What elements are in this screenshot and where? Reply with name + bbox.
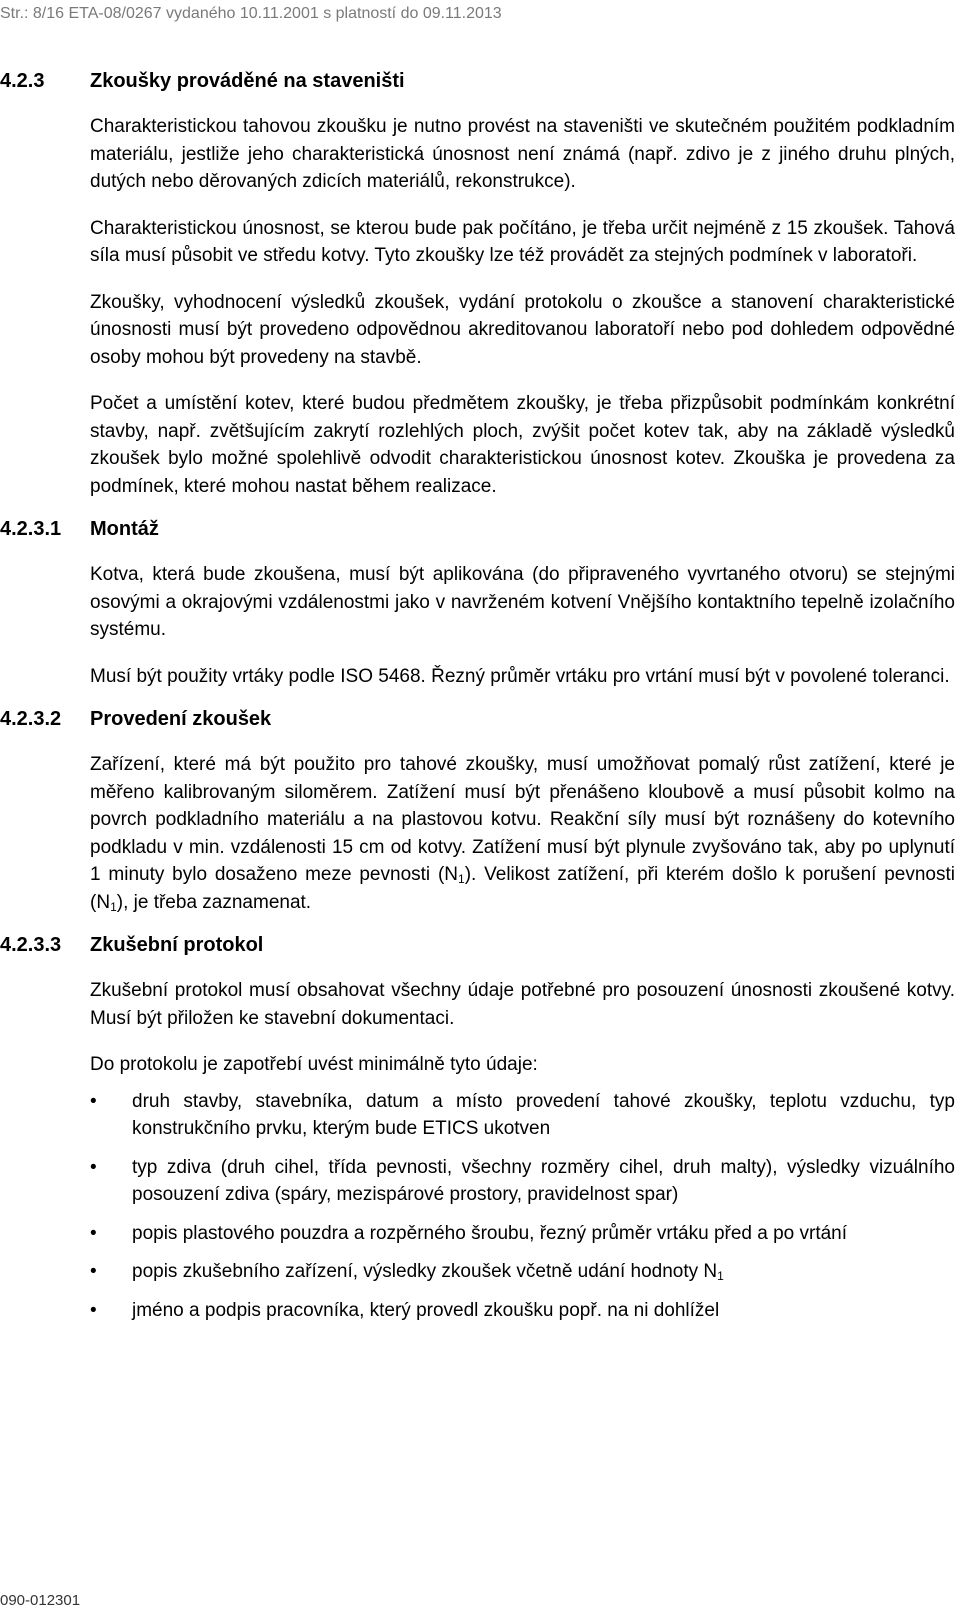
list-item-text: popis zkušebního zařízení, výsledky zkoušek včetně udání hodnoty N: [132, 1261, 718, 1282]
page-footer: 090-012301: [0, 1592, 81, 1609]
section-title: Provedení zkoušek: [90, 708, 272, 730]
page-header: Str.: 8/16 ETA-08/0267 vydaného 10.11.2001 s platností do 09.11.2013: [0, 5, 502, 22]
paragraph: Zkoušky, vyhodnocení výsledků zkoušek, vydání protokolu o zkoušce a stanovení charakteristické únosnosti musí být provedeno odpovědnou akreditovanou laboratoří nebo pod dohledem odpovědné osoby mohou být provedeny na stavbě.: [90, 291, 955, 368]
list-item: [90, 1088, 955, 1143]
list-item: [90, 1220, 955, 1248]
paragraph: Kotva, která bude zkoušena, musí být aplikována (do připraveného vyvrtaného otvoru) se stejnými osovými a okrajovými vzdálenostmi jako v navrženém kotvení Vnějšího kontaktního tepelně izolačního systému.: [90, 564, 955, 640]
subscript: 1: [110, 899, 117, 914]
list-item-text: druh stavby, stavebníka, datum a místo provedení tahové zkoušky, teplotu vzduchu, typ konstrukčního prvku, kterým bude ETICS ukotven: [132, 1090, 955, 1139]
section-number: 4.2.3.3: [0, 934, 62, 956]
list-item: [90, 1297, 955, 1325]
paragraph: Charakteristickou únosnost, se kterou bude pak počítáno, je třeba určit nejméně z 15 zkoušek. Tahová síla musí působit ve středu kotvy. Tyto zkoušky lze též provádět za stejných podmínek v laboratoři.: [90, 217, 955, 266]
list-item: [90, 1258, 955, 1286]
section-number: 4.2.3: [0, 70, 45, 92]
list-item-text: jméno a podpis pracovníka, který provedl zkoušku popř. na ni dohlížel: [132, 1299, 720, 1321]
paragraph: Zkušební protokol musí obsahovat všechny údaje potřebné pro posouzení únosnosti zkoušené kotvy. Musí být přiložen ke stavební dokumentaci.: [90, 980, 955, 1029]
text-run: ). Velikost zatížení, při kterém došlo k porušení pevnosti (N: [90, 864, 956, 913]
section-title: Zkoušky prováděné na staveništi: [90, 70, 405, 92]
section-heading-4-2-3-3: [0, 932, 955, 958]
paragraph: Počet a umístění kotev, které budou předmětem zkoušky, je třeba přizpůsobit podmínkám konkrétní stavby, např. zvětšujícím zakrytí rozlehlých ploch, zvýšit počet kotev tak, aby na základě výsledků zkoušek bylo možné spolehlivě odvodit charakteristickou únosnost kotev. Zkouška je provedena za podmínek, které mohou nastat během realizace.: [90, 393, 955, 497]
paragraph: Musí být použity vrtáky podle ISO 5468. Řezný průměr vrtáku pro vrtání musí být v povolené toleranci.: [90, 665, 950, 687]
paragraph: [90, 751, 955, 916]
paragraph: Do protokolu je zapotřebí uvést minimálně tyto údaje:: [90, 1054, 538, 1075]
section-number: 4.2.3.1: [0, 518, 62, 540]
section-title: Zkušební protokol: [90, 934, 264, 956]
bullet-icon: •: [90, 1090, 97, 1112]
list-item-text: popis plastového pouzdra a rozpěrného šroubu, řezný průměr vrtáku před a po vrtání: [132, 1222, 848, 1244]
subscript: 1: [458, 872, 465, 886]
bullet-icon: •: [90, 1261, 97, 1282]
text-run: Zařízení, které má být použito pro tahové zkoušky, musí umožňovat pomalý růst zatížení, které je měřeno kalibrovaným siloměrem. Zatížení musí být přenášeno kloubově a musí působit kolmo na povrch podkladního materiálu a na plastovou kotvu. Reakční síly musí být roznášeny do kotevního podkladu v min. vzdálenosti 15 cm od kotvy. Zatížení musí být plynule zvyšováno tak, aby po uplynutí 1 minuty bylo dosaženo meze pevnosti (N: [90, 754, 955, 885]
section-number: 4.2.3.2: [0, 708, 62, 730]
document-body: [0, 68, 955, 1340]
paragraph: Charakteristickou tahovou zkoušku je nutno provést na staveništi ve skutečném použitém podkladním materiálu, jestliže jeho charakteristická únosnost není známá (např. zdivo je z jiného druhu plných, dutých nebo děrovaných zdicích materiálů, rekonstrukce).: [90, 116, 955, 192]
section-title: Montáž: [90, 518, 159, 540]
subscript: 1: [717, 1269, 724, 1283]
section-heading-4-2-3: [0, 68, 955, 94]
list-item: [90, 1154, 955, 1209]
text-run: ), je třeba zaznamenat.: [116, 891, 312, 913]
bullet-icon: •: [90, 1222, 97, 1244]
section-heading-4-2-3-1: [0, 516, 955, 542]
section-heading-4-2-3-2: [0, 706, 955, 732]
bullet-icon: •: [90, 1156, 97, 1178]
bullet-list: [90, 1088, 955, 1325]
bullet-icon: •: [90, 1299, 97, 1321]
list-item-text: typ zdiva (druh cihel, třída pevnosti, všechny rozměry cihel, druh malty), výsledky vizuálního posouzení zdiva (spáry, mezispárové prostory, pravidelnost spar): [132, 1156, 955, 1205]
